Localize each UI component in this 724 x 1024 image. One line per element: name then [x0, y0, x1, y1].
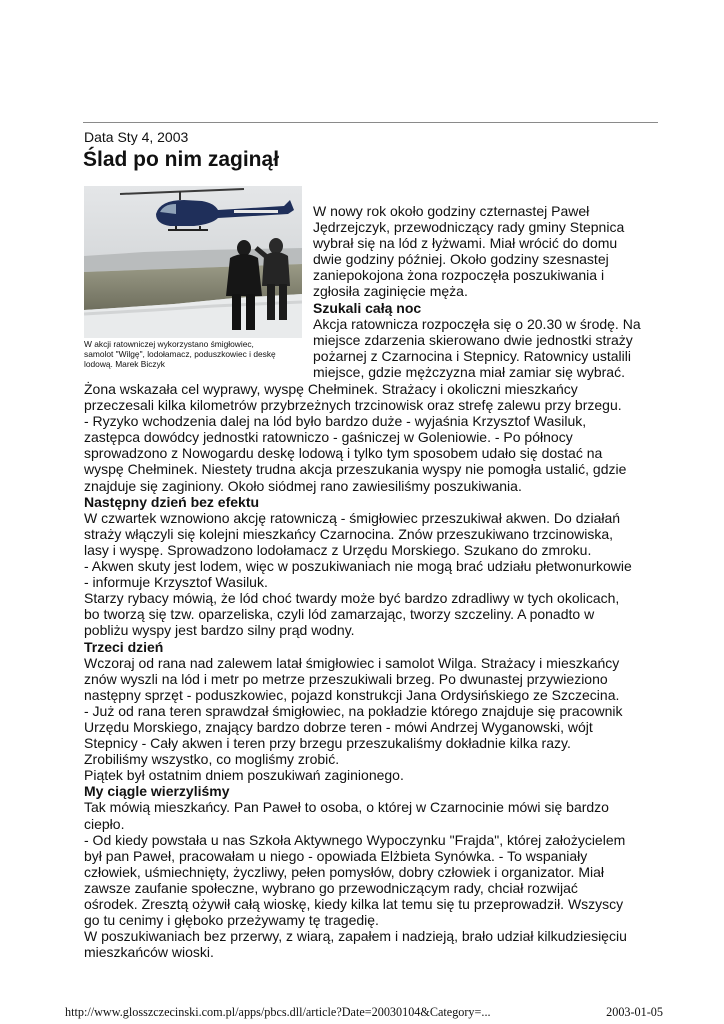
- text-line: ciepło.: [84, 815, 125, 832]
- text-line: Piątek był ostatnim dniem poszukiwań zaginionego.: [84, 767, 404, 784]
- text-line: zgłosiła zaginięcie męża.: [313, 283, 468, 300]
- text-line: W poszukiwaniach bez przerwy, z wiarą, zapałem i nadzieją, brało udział kilkudziesięciu: [84, 928, 627, 945]
- article-date: Data Sty 4, 2003: [84, 129, 189, 145]
- text-line: straży włączyli się kolejni mieszkańcy Czarnocina. Znów przeszukiwano trzcinowiska,: [84, 525, 614, 542]
- text-line: miejsce, gdzie mężczyzna miał zamiar się wybrać.: [313, 363, 625, 380]
- text-line: był pan Paweł, pracowałam u niego - opowiada Elżbieta Synówka. - To wspaniały: [84, 847, 588, 864]
- text-line: Jędrzejczyk, przewodniczący rady gminy Stepnica: [313, 219, 625, 236]
- text-line: go tu cenimy i głęboko przeżywamy tę tragedię.: [84, 912, 379, 929]
- photo-caption: [84, 339, 304, 369]
- caption-line: W akcji ratowniczej wykorzystano śmigłowiec,: [84, 339, 254, 349]
- text-line: bo tworzą się tzw. oparzeliska, czyli lód zamarzając, tworzy szczeliny. A ponadto w: [84, 606, 595, 623]
- footer-date: 2003-01-05: [606, 1005, 663, 1019]
- text-line: miejsce zdarzenia skierowano dwie jednostki straży: [313, 331, 633, 348]
- text-line: Urzędu Morskiego, znający bardzo dobrze teren - mówi Andrzej Wyganowski, wójt: [84, 718, 593, 735]
- caption-line: lodową. Marek Biczyk: [84, 359, 165, 369]
- header-rule: [83, 122, 658, 123]
- text-line: - Od kiedy powstała u nas Szkoła Aktywnego Wypoczynku "Frajda", której założycielem: [84, 831, 626, 848]
- text-line: Starzy rybacy mówią, że lód choć twardy może być bardzo zdradliwy w tych okolicach,: [84, 590, 620, 607]
- text-line: - informuje Krzysztof Wasiluk.: [84, 574, 268, 591]
- section-heading: Następny dzień bez efektu: [84, 493, 260, 510]
- text-line: Zrobiliśmy wszystko, co mogliśmy zrobić.: [84, 751, 340, 768]
- article-body: [84, 381, 632, 960]
- caption-line: samolot "Wilgę", lodołamacz, poduszkowiec i deskę: [84, 349, 276, 359]
- text-line: znajduje się zaginiony. Około siódmej rano zawiesiliśmy poszukiwania.: [84, 477, 522, 494]
- text-line: Stepnicy - Cały akwen i teren przy brzegu przeszukaliśmy dokładnie kilka razy.: [84, 735, 571, 752]
- article-photo: [84, 186, 302, 338]
- text-line: zaniepokojona żona rozpoczęła poszukiwania i: [313, 267, 605, 284]
- text-line: - Już od rana teren sprawdzał śmigłowiec, na pokładzie którego znajduje się pracownik: [84, 702, 623, 719]
- text-line: wyspę Chełminek. Niestety trudna akcja przeszukania wyspy nie pomogła ustalić, gdzie: [84, 461, 627, 478]
- text-line: Akcja ratownicza rozpoczęła się o 20.30 w środę. Na: [313, 315, 641, 332]
- text-line: W czwartek wznowiono akcję ratowniczą - śmigłowiec przeszukiwał akwen. Do działań: [84, 509, 621, 526]
- text-line: mieszkańców wioski.: [84, 944, 214, 961]
- footer-url: http://www.glosszczecinski.com.pl/apps/pbcs.dll/article?Date=20030104&Category=...: [65, 1005, 491, 1019]
- section-heading: My ciągle wierzyliśmy: [84, 783, 230, 800]
- text-line: pobliżu wyspy jest bardzo silny prąd wodny.: [84, 622, 355, 639]
- text-line: przeczesali kilka kilometrów przybrzeżnych trzcinowisk oraz strefę zalewu przy brzegu.: [84, 397, 622, 414]
- section-heading: Szukali całą noc: [313, 299, 422, 316]
- intro-column: [313, 203, 641, 380]
- text-line: - Akwen skuty jest lodem, więc w poszukiwaniach nie mogą brać udziału płetwonurkowie: [84, 558, 632, 575]
- text-line: dwie godziny później. Około godziny szesnastej: [313, 251, 609, 268]
- text-line: sprowadzono z Nowogardu deskę lodową i tylko tym sposobem udało się dostać na: [84, 445, 603, 462]
- text-line: Tak mówią mieszkańcy. Pan Paweł to osoba, o której w Czarnocinie mówi się bardzo: [84, 799, 609, 816]
- text-line: zawsze zaufanie społeczne, wybrano go przewodniczącym rady, chciał rozwijać: [84, 879, 578, 896]
- section-heading: Trzeci dzień: [84, 638, 164, 655]
- text-line: wybrał się na lód z łyżwami. Miał wrócić do domu: [313, 235, 618, 252]
- text-line: W nowy rok około godziny czternastej Paweł: [313, 203, 590, 219]
- text-line: - Ryzyko wchodzenia dalej na lód było bardzo duże - wyjaśnia Krzysztof Wasiluk,: [84, 413, 587, 430]
- text-line: lasy i wyspę. Sprowadzono lodołamacz z Urzędu Morskiego. Szukano do zmroku.: [84, 541, 592, 558]
- text-line: następny sprzęt - poduszkowiec, pojazd konstrukcji Jana Ordysińskiego ze Szczecina.: [84, 686, 620, 703]
- text-line: Wczoraj od rana nad zalewem latał śmigłowiec i samolot Wilga. Strażacy i mieszkańcy: [84, 654, 620, 671]
- article-title: Ślad po nim zaginął: [83, 148, 280, 171]
- text-line: ośrodek. Zresztą ożywił całą wioskę, kiedy kilka lat temu się tu przeprowadził. Wszyscy: [84, 896, 624, 912]
- text-line: znów wyszli na lód i metr po metrze przeszukiwali brzeg. Po dwunastej przywieziono: [84, 670, 608, 687]
- text-line: Żona wskazała cel wyprawy, wyspę Chełminek. Strażacy i okoliczni mieszkańcy: [84, 381, 578, 397]
- text-line: pożarnej z Czarnocina i Stepnicy. Ratownicy ustalili: [313, 347, 631, 364]
- text-line: człowiek, uśmiechnięty, życzliwy, pełen pomysłów, dobry człowiek i organizator. Miał: [84, 863, 605, 880]
- text-line: zastępca dowódcy jednostki ratowniczo - gaśniczej w Goleniowie. - Po północy: [84, 429, 573, 446]
